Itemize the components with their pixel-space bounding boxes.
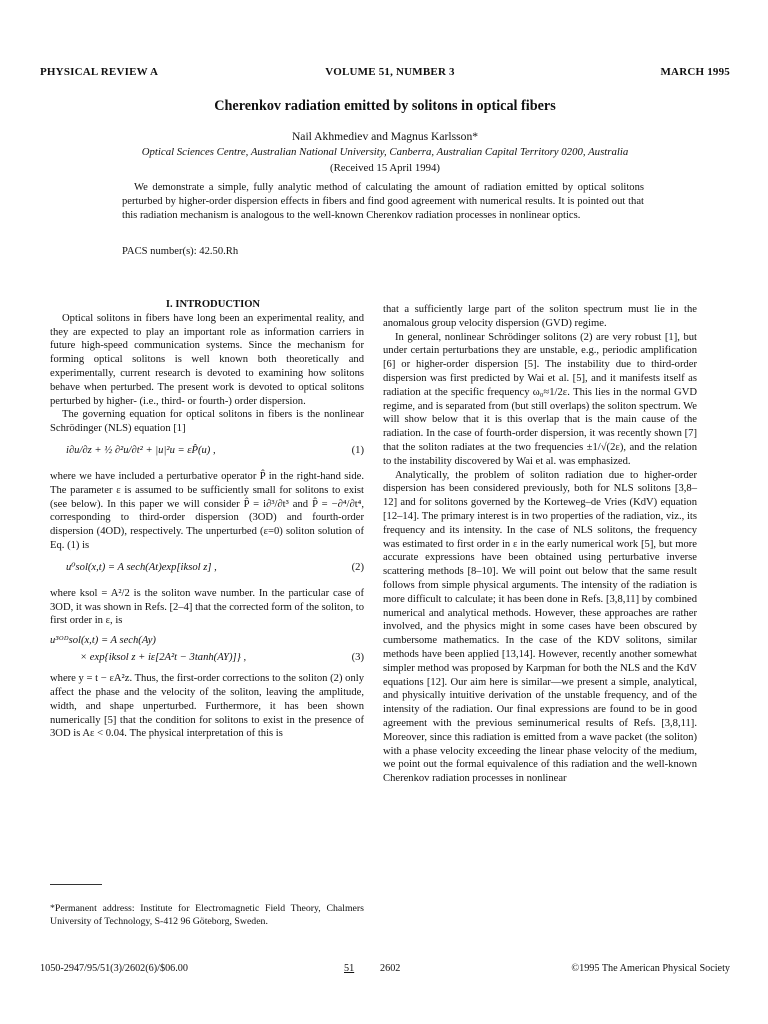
paragraph: Optical solitons in fibers have long been an experimental reality, and they are expected to play an important role as information carriers in future high-speed communication systems. Since the mechanism for forming optical solitons is well known both theoretically and experimentally, current research is devoted to examining how solitons behave when perturbed. The present work is devoted to optical solitons perturbed by higher- (i.e., third- or fourth-) order dispersion. bbox=[50, 312, 364, 407]
issue-date: MARCH 1995 bbox=[660, 66, 730, 78]
page-footer bbox=[40, 963, 730, 977]
equation-1 bbox=[50, 442, 364, 464]
affiliation: Optical Sciences Centre, Australian National University, Canberra, Australian Capital Territory 0200, Australia bbox=[141, 146, 629, 158]
running-header bbox=[40, 66, 730, 80]
pacs-numbers: PACS number(s): 42.50.Rh bbox=[122, 246, 239, 257]
paragraph: where ksol = A²/2 is the soliton wave number. In the particular case of 3OD, it was shown in Refs. [2–4] that the corrected form of the soliton, to first order in ε, is bbox=[50, 587, 364, 627]
volume-number: VOLUME 51, NUMBER 3 bbox=[325, 66, 455, 78]
paper-title: Cherenkov radiation emitted by solitons in optical fibers bbox=[214, 98, 556, 114]
article-code: 1050-2947/95/51(3)/2602(6)/$06.00 bbox=[40, 963, 188, 974]
equation-number: (3) bbox=[351, 652, 364, 664]
paragraph: that a sufficiently large part of the soliton spectrum must lie in the anomalous group velocity dispersion (GVD) regime. bbox=[383, 304, 697, 329]
paragraph: In general, nonlinear Schrödinger solitons (2) are very robust [1], but under certain perturbations they are unstable, e.g., periodic amplification [6] or higher-order dispersion [5]. The instability due to third-order dispersion was first predicted by Wai et al. [5], and it manifests itself as radiation at the specific frequency ω₀≈1/2ε. This lies in the normal GVD regime, and is separated from (but still overlaps) the soliton spectrum. We will show below that it is this overlap that is the main cause of the radiation. In the case of fourth-order dispersion, it was recently shown [7] that the soliton radiates at the two frequencies ±1/√(2ε), and the relation to the instability discovered by Wai et al. was emphasized. bbox=[383, 331, 697, 467]
equation-body: i∂u/∂z + ½ ∂²u/∂t² + |u|²u = εP̂(u) , bbox=[66, 444, 216, 456]
paragraph: The governing equation for optical solitons in fibers is the nonlinear Schrödinger (NLS) equation [1] bbox=[50, 409, 364, 435]
received-date: (Received 15 April 1994) bbox=[329, 162, 441, 174]
footnote-rule bbox=[50, 884, 102, 885]
equation-number: (2) bbox=[351, 561, 364, 573]
left-column bbox=[50, 298, 364, 741]
equation-2 bbox=[50, 559, 364, 581]
equation-number: (1) bbox=[351, 444, 364, 456]
right-column bbox=[383, 303, 697, 786]
equation-3 bbox=[50, 634, 364, 666]
page-number: 2602 bbox=[380, 963, 401, 974]
abstract-text: We demonstrate a simple, fully analytic method of calculating the amount of radiation emitted by optical solitons perturbed by higher-order dispersion effects in fibers and find good agreement with numerical results. It is pointed out that this radiation mechanism is analogous to the well-known Cherenkov radiation processes in nonlinear optics. bbox=[122, 182, 644, 222]
footnote: *Permanent address: Institute for Electromagnetic Field Theory, Chalmers University of Technology, S-412 96 Göteborg, Sweden. bbox=[50, 903, 364, 927]
copyright: ©1995 The American Physical Society bbox=[571, 963, 730, 974]
abstract bbox=[122, 181, 644, 224]
equation-body: u³ᴼᴰsol(x,t) = A sech(Ay) bbox=[50, 635, 156, 647]
equation-body-continued: × exp{iksol z + iε[2A²t − 3tanh(AY)]} , bbox=[80, 652, 247, 664]
section-heading: I. INTRODUCTION bbox=[165, 299, 261, 310]
footer-volume: 51 bbox=[344, 963, 355, 974]
paragraph: Analytically, the problem of soliton radiation due to higher-order dispersion has been considered previously, both for NLS solitons [3,8–12] and for solitons governed by the Korteweg–de Vries (KdV) equation [12–14]. The primary interest is in two properties of the radiation, viz., its frequency and its intensity. In the case of NLS solitons, the frequency was estimated to first order in ε in the early numerical work [5], but more accurate expressions have been obtained using perturbative inverse scattering methods [8–10]. We will point out below that the same result follows from simple physical arguments. The intensity of the radiation is more difficult to calculate; it has been done in Refs. [3,8,11] by combined numerical and analytical methods. However, these approaches are rather involved, and the physics might in some cases have been obscured by cumbersome mathematics. In the case of the KDV solitons, similar methods have been applied [13,14]. However, recently another somewhat simpler method was proposed by Karpman for both the NLS and the KdV equations [12]. Our aim here is similar—we present a simple, analytical, and physically intuitive derivation of the unstable frequency, and of the intensity of the radiation. Our final expressions are found to be in good agreement with the previous seminumerical results of Refs. [3,8,11]. Moreover, since this radiation is emitted from a wave packet (the soliton) with a phase velocity exceeding the linear phase velocity of the medium, we point out the formal equivalence of this radiation and the well-known Cherenkov radiation processes in nonlinear bbox=[383, 469, 697, 785]
paragraph: where y = t − εA²z. Thus, the first-order corrections to the soliton (2) only affect the phase and the velocity of the soliton, leaving the amplitude, width, and shape unperturbed. Furthermore, it has been shown numerically [5] that the condition for solitons to exist in the presence of 3OD is Aε < 0.04. The physical interpretation of this is bbox=[50, 673, 364, 740]
authors: Nail Akhmediev and Magnus Karlsson* bbox=[291, 130, 479, 143]
paragraph: where we have included a perturbative operator P̂ in the right-hand side. The parameter ε is assumed to be sufficiently small for solitons to exist (see below). In this paper we will consider P̂ = i∂³/∂t³ and P̂ = −∂⁴/∂t⁴, corresponding to third-order dispersion (3OD) and fourth-order dispersion (4OD), respectively. The unperturbed (ε=0) soliton solution of Eq. (1) is bbox=[50, 470, 364, 551]
equation-body: u⁰sol(x,t) = A sech(At)exp[iksol z] , bbox=[66, 561, 217, 573]
journal-name: PHYSICAL REVIEW A bbox=[40, 66, 159, 78]
